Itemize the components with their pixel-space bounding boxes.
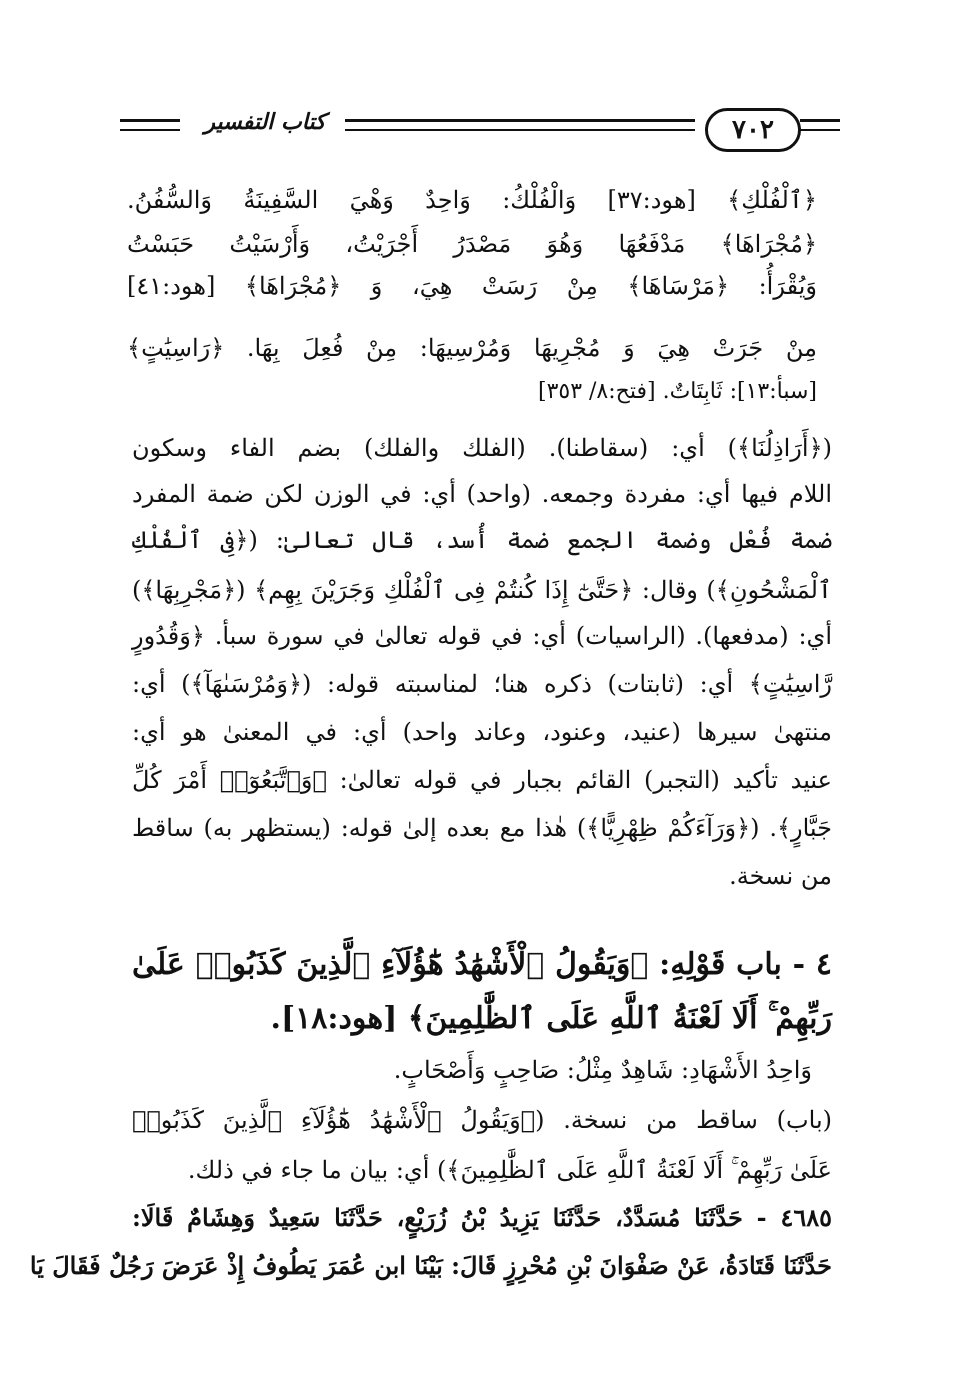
text-line: من نسخة. <box>729 862 832 890</box>
text-line: ضمة فُعْل وضمة الجمع ضمة أُسد، قال تعالىٰ: (﴿فِى ٱلْفُلْكِ <box>132 526 833 554</box>
text-line: رَّاسِيَٰتٍ﴾ أي: (ثابتات) ذكره هنا؛ لمناسبته قوله: (﴿وَمُرْسَىٰهَآ﴾) أي: <box>132 670 832 698</box>
book-title: كتاب التفسير <box>204 109 326 135</box>
text-line: (﴿أَرَاذِلُنَا﴾) أي: (سقاطنا). (الفلك والفلك) بضم الفاء وسكون <box>132 434 832 462</box>
header-rule-left-bottom <box>120 129 180 131</box>
text-line: ﴿مُجْرَاهَا﴾ مَدْفَعُهَا وَهُوَ مَصْدَرُ أَجْرَيْتُ، وَأَرْسَيْتُ حَبَسْتُ <box>127 230 817 258</box>
text-line: عنيد تأكيد (التجبر) القائم بجبار في قوله تعالىٰ: ﴿وَٱتَّبَعُوٓا۟ أَمْرَ كُلِّ <box>132 766 832 794</box>
text-line: أي: (مدفعها). (الراسيات) أي: في قوله تعالىٰ في سورة سبأ. ﴿وَقُدُورٍ <box>132 622 833 650</box>
header-rule-mid-bottom <box>345 129 695 131</box>
text-line: (باب) ساقط من نسخة. (﴿وَيَقُولُ ٱلْأَشْهَٰدُ هَٰٓؤُلَآءِ ٱلَّذِينَ كَذَبُوا۟ <box>132 1106 832 1134</box>
text-line: ٱلْمَشْحُونِ﴾) وقال: ﴿حَتَّىٰٓ إِذَا كُنتُمْ فِى ٱلْفُلْكِ وَجَرَيْنَ بِهِم﴾ (﴿مَجْرِبِهَا﴾) <box>132 576 832 604</box>
header-rule-right-top <box>800 119 840 122</box>
hadith-line: حَدَّثَنَا قَتَادَةُ، عَنْ صَفْوَانَ بْنِ مُحْرِزٍ قَالَ: بَيْنَا ابن عُمَرَ يَطُوفُ إِذْ عَرَضَ رَجُلٌ فَقَالَ يَا <box>29 1251 832 1280</box>
text-line: اللام فيها أي: مفردة وجمعه. (واحد) أي: في الوزن لكن ضمة المفرد <box>132 480 832 508</box>
text-line: ﴿ٱلْفُلْكِ﴾ [هود:٣٧] وَالْفُلْكُ: وَاحِدٌ وَهْيَ السَّفِينَةُ وَالسُّفُنُ. <box>127 186 817 214</box>
text-line: منتهىٰ سيرها (عنيد، وعنود، وعاند واحد) أي: في المعنىٰ هو أي: <box>132 718 832 746</box>
chapter-heading: ٤ - باب قَوْلِهِ: ﴿وَيَقُولُ ٱلْأَشْهَٰدُ هَٰٓؤُلَآءِ ٱلَّذِينَ كَذَبُوا۟ عَلَىٰ <box>132 947 832 982</box>
text-line: [سبأ:١٣]: ثَابِتَاتٌ. [فتح:٨/ ٣٥٣] <box>537 379 817 404</box>
text-line: وَيُقْرَأُ: ﴿مَرْسَاهَا﴾ مِنْ رَسَتْ هِيَ، وَ ﴿مُجْرَاهَا﴾ [هود:٤١] <box>127 272 817 300</box>
page-header <box>0 105 962 155</box>
page-number: ٧٠٢ <box>705 108 801 152</box>
text-line: عَلَىٰ رَبِّهِمْ ۚ أَلَا لَعْنَةُ ٱللَّهِ عَلَى ٱلظَّٰلِمِينَ﴾) أي: بيان ما جاء في ذلك. <box>187 1156 832 1184</box>
text-line: جَبَّارٍ﴾. (﴿وَرَآءَكُمْ ظِهْرِيًّا﴾) هٰذا مع بعده إلىٰ قوله: (يستظهر به) ساقط <box>132 814 832 842</box>
chapter-heading: رَبِّهِمْ ۚ أَلَا لَعْنَةُ ٱللَّهِ عَلَى ٱلظَّٰلِمِينَ﴾ [هود:١٨]. <box>270 1001 832 1036</box>
hadith-line: ٤٦٨٥ - حَدَّثَنَا مُسَدَّدٌ، حَدَّثَنَا يَزِيدُ بْنُ زُرَيْعٍ، حَدَّثَنَا سَعِيدٌ وَهِشَامٌ قَالَا: <box>132 1203 832 1232</box>
header-rule-right-bottom <box>800 129 840 131</box>
header-rule-mid-top <box>345 119 695 122</box>
text-line: مِنْ جَرَتْ هِيَ وَ مُجْرِيهَا وَمُرْسِيهَا: مِنْ فُعِلَ بِهَا. ﴿رَاسِيَٰتٍ﴾ <box>127 334 817 362</box>
header-rule-left-top <box>120 119 180 122</box>
text-line: وَاحِدُ الأَشْهَادِ: شَاهِدٌ مِثْلُ: صَاحِبٍ وَأَصْحَابٍ. <box>393 1056 812 1084</box>
